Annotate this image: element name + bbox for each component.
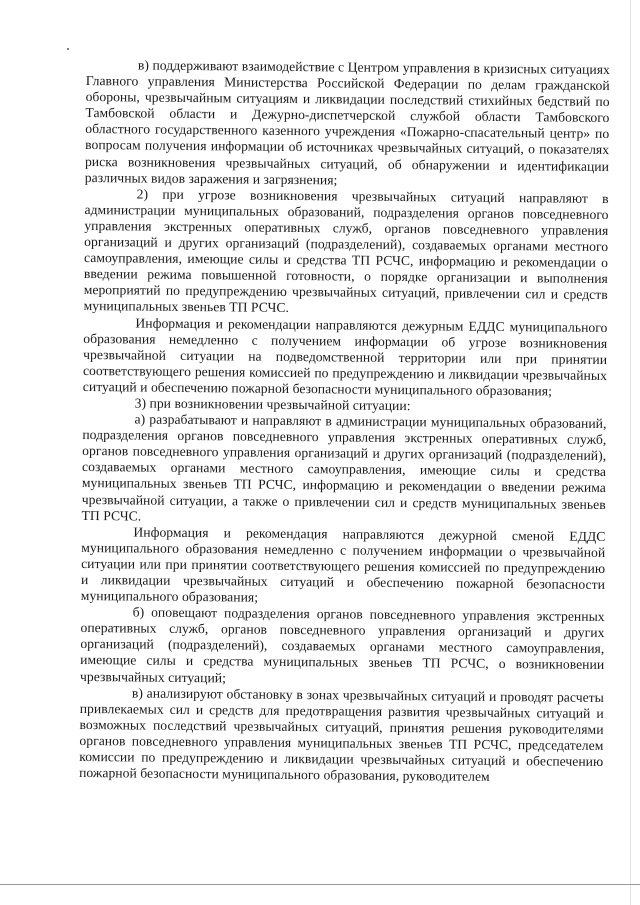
paragraph-b-notify: б) оповещают подразделения органов повседневного управления экстренных оперативных служб, органов повседневного управления организаций и других организаций (подразделений), создаваемых органами местного самоуправления, имеющие силы и средства муниципальных звеньев ТП РСЧС, о возникновении чрезвычайных ситуаций; (79, 604, 605, 685)
paragraph-3-emergency: 3) при возникновении чрезвычайной ситуации: (134, 395, 411, 414)
scan-edge-line (630, 0, 631, 905)
scan-speck (67, 48, 69, 50)
document-body (79, 57, 610, 786)
paragraph-information-threat: Информация и рекомендации направляются дежурным ЕДДС муниципального образования немедленно с получением информации об угрозе возникновения чрезвычайной ситуации на подведомственной территории или при принятии соответствующего решения комиссией по предупреждению и ликвидации чрезвычайных ситуаций и обеспечению пожарной безопасности муниципального образования; (82, 314, 608, 399)
scan-bottom-line (0, 884, 640, 885)
paragraph-information-emergency: Информация и рекомендация направляются дежурной сменой ЕДДС муниципального образования немедленно с получением информации о чрезвычайной ситуации или при принятии соответствующего решения комиссией по предупреждению и ликвидации чрезвычайных ситуаций и обеспечению пожарной безопасности муниципального образования; (80, 524, 606, 605)
paragraph-v-interaction: в) поддерживают взаимодействие с Центром управления в кризисных ситуациях Главного управления Министерства Российской Федерации по делам гражданской обороны, чрезвычайным ситуациям и ликвидации последствий стихийных бедствий по Тамбовской области и Дежурно-диспетчерской службой области Тамбовского областного государственного казенного учреждения «Пожарно-спасательный центр» по вопросам получения информации об источниках чрезвычайных ситуаций, о показателях риска возникновения чрезвычайных ситуаций, об обнаружении и идентификации различных видов заражения и загрязнения; (84, 57, 610, 188)
paragraph-a-develop: а) разрабатывают и направляют в администрации муниципальных образований, подразделения органов повседневного управления экстренных оперативных служб, органов повседневного управления организаций и других организаций (подразделений), создаваемых органами местного самоуправления, имеющие силы и средства муниципальных звеньев ТП РСЧС, информацию и рекомендации о введении режима чрезвычайной ситуации, а также о привлечении сил и средств муниципальных звеньев ТП РСЧС. (81, 411, 607, 524)
paragraph-v-analyze: в) анализируют обстановку в зонах чрезвычайных ситуаций и проводят расчеты привлекаемых сил и средств для предотвращения развития чрезвычайных ситуаций и возможных последствий чрезвычайных ситуаций, принятия решения руководителями органов повседневного управления муниципальных звеньев ТП РСЧС, председателем комиссии по предупреждению и ликвидации чрезвычайных ситуаций и обеспечению пожарной безопасности муниципального образования, руководителем (79, 685, 604, 785)
paragraph-2-threat: 2) при угрозе возникновения чрезвычайных ситуаций направляют в администрации муниципальных образований, подразделения органов повседневного управления экстренных оперативных служб, органов повседневного управления организаций и других организаций (подразделений), создаваемых органами местного самоуправления, имеющие силы и средства ТП РСЧС, информацию и рекомендации о введении режима повышенной готовности, о порядке организации и выполнения мероприятий по предупреждению чрезвычайных ситуаций, привлечении сил и средств муниципальных звеньев ТП РСЧС. (83, 186, 609, 316)
